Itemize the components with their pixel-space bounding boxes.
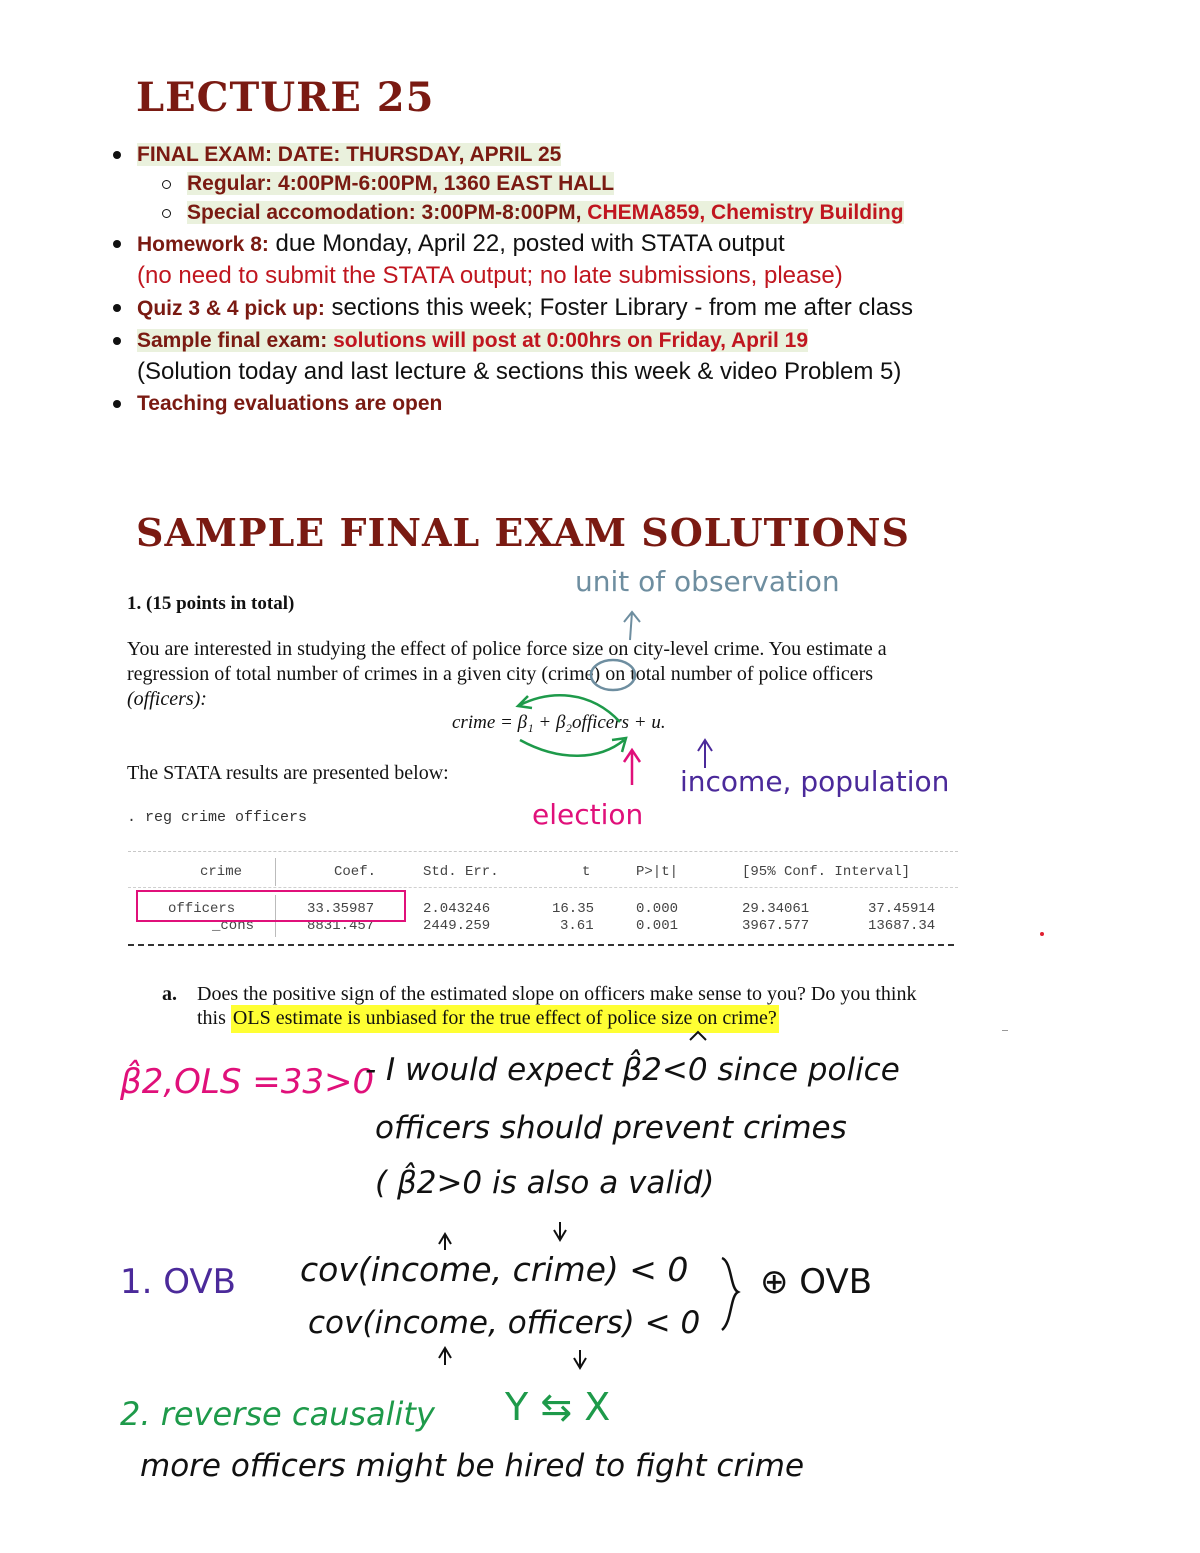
special-room: CHEMA859, Chemistry Building (587, 201, 904, 224)
table-row-officers-t: 16.35 (552, 901, 595, 917)
question-1-text-line-3: (officers): (127, 688, 207, 710)
table-row-cons-lo: 3967.577 (742, 918, 810, 934)
brace (722, 1258, 738, 1330)
homework-text: due Monday, April 22, posted with STATA output (268, 230, 785, 257)
question-1-text-line-1: You are interested in studying the effect of police force size on city-level crime. You estimate a (127, 638, 887, 660)
positive-ovb-note: ⊕ OVB (760, 1262, 873, 1302)
sample-exam-label: Sample final exam: (137, 329, 334, 352)
table-row-officers-se: 2.043246 (423, 901, 491, 917)
table-row-cons-se: 2449.259 (423, 918, 491, 934)
green-arrow-top (518, 695, 620, 722)
solutions-title: SAMPLE FINAL EXAM SOLUTIONS (136, 510, 910, 555)
qa-highlighted-text: OLS estimate is unbiased for the true effect of police size on crime? (231, 1005, 779, 1033)
table-row-officers-hi: 37.45914 (868, 901, 936, 917)
question-a-line-1: Does the positive sign of the estimated slope on officers make sense to you? Do you think (197, 983, 917, 1005)
hat-mark (690, 1032, 706, 1040)
cov-income-officers: cov(income, officers) < 0 (308, 1305, 701, 1341)
unit-arrow (624, 612, 640, 640)
sample-exam-text: solutions will post at 0:00hrs on Friday, April 19 (333, 329, 808, 352)
sample-exam-note: (Solution today and last lecture & sections this week & video Problem 5) (137, 358, 902, 385)
expectation-note-1: - I would expect β̂2<0 since police (365, 1052, 900, 1088)
up-arrow-1 (439, 1234, 451, 1250)
table-row-cons-t: 3.61 (560, 918, 594, 934)
up-arrow-2 (439, 1348, 451, 1365)
table-row-cons-p: 0.001 (636, 918, 679, 934)
expectation-note-3: ( β̂2>0 is also a valid) (375, 1165, 715, 1201)
homework-note: (no need to submit the STATA output; no late submissions, please) (137, 262, 843, 289)
table-header-p: P>|t| (636, 864, 679, 880)
q1-text-a: regression of total number of crimes in a given (127, 663, 507, 685)
stata-intro: The STATA results are presented below: (127, 762, 449, 784)
table-row-officers-coef: 33.35987 (307, 901, 375, 917)
table-header-ci: [95% Conf. Interval] (742, 864, 911, 880)
table-header-stderr: Std. Err. (423, 864, 499, 880)
table-header-crime: crime (200, 864, 243, 880)
cov-income-crime: cov(income, crime) < 0 (300, 1250, 689, 1289)
down-arrow-1 (554, 1222, 566, 1240)
city-circle (591, 660, 635, 690)
question-a-label: a. (162, 983, 177, 1005)
ovb-label: 1. OVB (120, 1262, 236, 1302)
table-row-officers-name: officers (168, 901, 236, 917)
income-arrow (698, 740, 712, 768)
election-arrow (624, 750, 640, 785)
question-1-heading: 1. (15 points in total) (127, 593, 295, 614)
table-row-officers-lo: 29.34061 (742, 901, 810, 917)
teaching-evaluations: Teaching evaluations are open (137, 392, 443, 415)
homework-label: Homework 8: (137, 233, 269, 256)
lecture-title: LECTURE 25 (136, 74, 435, 121)
beta-ols-note: β̂2,OLS =33>0 (120, 1062, 375, 1102)
expectation-note-2: officers should prevent crimes (375, 1110, 847, 1146)
down-arrow-2 (574, 1350, 586, 1368)
table-row-officers-p: 0.000 (636, 901, 679, 917)
regression-equation: crime = β₁ + β₂officers + u. (452, 712, 666, 733)
final-exam-text: FINAL EXAM: DATE: THURSDAY, APRIL 25 (137, 143, 562, 166)
quiz-label: Quiz 3 & 4 pick up: (137, 297, 325, 320)
table-row-cons-name: _cons (212, 918, 255, 934)
qa-text-a: this (197, 1007, 231, 1029)
reverse-causality-label: 2. reverse causality (120, 1395, 435, 1433)
stata-command: . reg crime officers (127, 809, 308, 826)
income-population-note: income, population (680, 765, 950, 798)
unit-of-observation-note: unit of observation (575, 565, 840, 598)
special-label: Special accomodation: 3:00PM-8:00PM, (187, 201, 588, 224)
quiz-text: sections this week; Foster Library - from me after class (324, 294, 914, 321)
election-note: election (532, 798, 644, 831)
y-x-note: Y ⇆ X (505, 1385, 611, 1429)
reverse-causality-explanation: more officers might be hired to fight crime (140, 1448, 805, 1484)
table-row-cons-coef: 8831.457 (307, 918, 375, 934)
q1-text-c: (crime) on total number of police officers (536, 663, 874, 685)
table-header-coef: Coef. (334, 864, 377, 880)
table-header-t: t (582, 864, 591, 880)
city-word: city (506, 663, 537, 685)
regular-text: Regular: 4:00PM-6:00PM, 1360 EAST HALL (187, 172, 615, 195)
green-arrow-bottom (520, 738, 626, 756)
table-row-cons-hi: 13687.34 (868, 918, 936, 934)
